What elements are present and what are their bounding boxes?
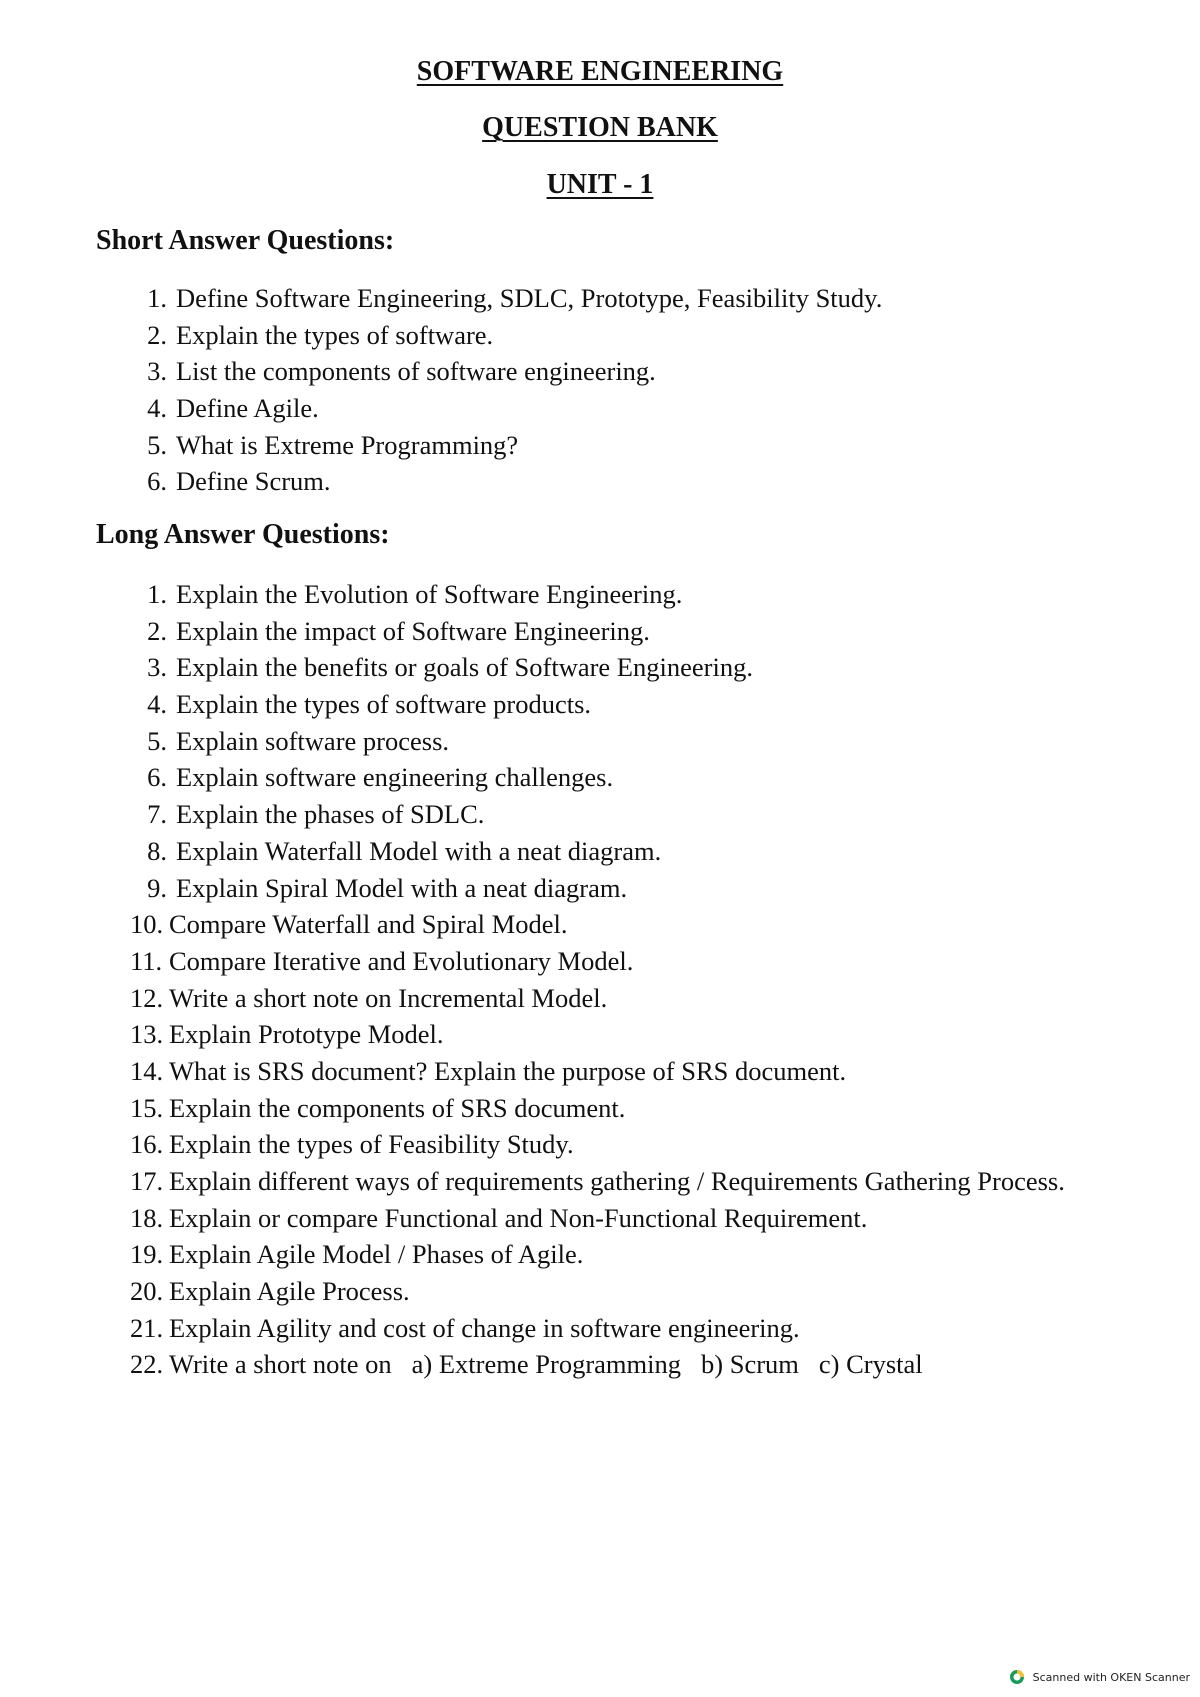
list-item [130, 906, 1065, 943]
list-item [130, 759, 1065, 796]
item-number: 6. [147, 466, 167, 497]
item-text: Explain software process. [176, 725, 450, 756]
item-number: 16. [130, 1129, 164, 1160]
item-number: 18. [130, 1202, 164, 1233]
item-text: Explain or compare Functional and Non-Functional Requirement. [169, 1202, 868, 1233]
item-text: Define Agile. [176, 393, 319, 424]
item-text: Explain Spiral Model with a neat diagram. [176, 872, 628, 903]
item-text: Explain different ways of requirements gathering / Requirements Gathering Process. [169, 1166, 1065, 1196]
item-number: 15. [130, 1092, 164, 1123]
item-text: Explain the benefits or goals of Software Engineering. [176, 652, 753, 683]
list-item [130, 796, 1065, 833]
item-text: Explain the components of SRS document. [169, 1092, 626, 1123]
item-number: 11. [130, 945, 163, 976]
item-number: 12. [130, 982, 164, 1013]
list-item [130, 317, 882, 354]
item-text: Explain the phases of SDLC. [176, 799, 485, 830]
item-number: 3. [147, 652, 167, 683]
list-item [130, 723, 1065, 760]
item-text [167, 1346, 923, 1383]
item-number: 5. [147, 429, 167, 460]
item-number: 2. [147, 615, 167, 646]
list-item [130, 1200, 1065, 1237]
list-item [130, 1126, 1065, 1163]
item-text: What is Extreme Programming? [176, 429, 519, 460]
item-text: Explain Agile Process. [169, 1276, 410, 1307]
short-answer-list [130, 280, 882, 500]
document-subtitle: QUESTION BANK [482, 112, 718, 143]
item-number: 2. [147, 319, 167, 350]
item-text: What is SRS document? Explain the purpose of SRS document. [169, 1055, 847, 1086]
item-number: 4. [147, 393, 167, 424]
item-lead-text: Write a short note on [169, 1349, 392, 1380]
list-item [130, 353, 882, 390]
item-number: 20. [130, 1276, 164, 1307]
list-item [130, 943, 1065, 980]
list-item [130, 1236, 1065, 1273]
item-number: 17. [130, 1166, 164, 1196]
list-item [130, 833, 1065, 870]
item-text: Compare Iterative and Evolutionary Model. [169, 945, 634, 976]
item-text: Explain Waterfall Model with a neat diagram. [176, 835, 662, 866]
item-number: 19. [130, 1239, 164, 1270]
list-item [130, 1163, 1065, 1200]
long-answer-heading: Long Answer Questions: [96, 519, 390, 550]
item-number: 13. [130, 1019, 164, 1050]
item-text: Write a short note on Incremental Model. [169, 982, 608, 1013]
item-number: 22. [130, 1349, 164, 1380]
unit-heading: UNIT - 1 [546, 169, 654, 200]
list-item [130, 613, 1065, 650]
long-answer-list [130, 576, 1065, 1383]
item-text: Explain the types of software products. [176, 689, 592, 720]
list-item [130, 427, 882, 464]
list-item [130, 870, 1065, 907]
option-c: c) Crystal [818, 1349, 923, 1380]
list-item [130, 1016, 1065, 1053]
item-number: 5. [147, 725, 167, 756]
item-text: Explain the impact of Software Engineering. [176, 615, 650, 646]
list-item [130, 390, 882, 427]
item-text: Explain the types of software. [176, 319, 494, 350]
list-item [130, 1053, 1065, 1090]
item-number: 6. [147, 762, 167, 793]
list-item [130, 280, 882, 317]
item-text: List the components of software engineering. [176, 356, 656, 387]
item-text: Define Scrum. [176, 466, 331, 497]
item-text: Explain software engineering challenges. [176, 762, 614, 793]
short-answer-heading: Short Answer Questions: [96, 225, 395, 256]
item-number: 8. [147, 835, 167, 866]
item-number: 1. [147, 579, 167, 609]
list-item [130, 980, 1065, 1017]
oken-scanner-logo-icon [1009, 1669, 1025, 1685]
list-item [130, 1346, 1065, 1383]
list-item [130, 576, 1065, 613]
item-text: Explain Agility and cost of change in software engineering. [169, 1312, 800, 1343]
item-text: Explain the types of Feasibility Study. [169, 1129, 574, 1160]
item-text: Define Software Engineering, SDLC, Prototype, Feasibility Study. [176, 283, 883, 313]
item-text: Explain Prototype Model. [169, 1019, 444, 1050]
scanner-text: Scanned with OKEN Scanner [1032, 1670, 1190, 1684]
list-item [130, 649, 1065, 686]
option-a: a) Extreme Programming [411, 1349, 681, 1380]
item-number: 3. [147, 356, 167, 387]
item-number: 14. [130, 1055, 164, 1086]
list-item [130, 1273, 1065, 1310]
item-number: 21. [130, 1312, 164, 1343]
item-text: Compare Waterfall and Spiral Model. [169, 909, 568, 940]
item-number: 9. [147, 872, 167, 903]
item-number: 4. [147, 689, 167, 720]
item-number: 7. [147, 799, 167, 830]
list-item [130, 463, 882, 500]
item-number: 10. [130, 909, 164, 940]
item-number: 1. [147, 283, 167, 313]
item-text: Explain Agile Model / Phases of Agile. [169, 1239, 584, 1270]
document-title: SOFTWARE ENGINEERING [416, 56, 784, 87]
list-item [130, 1090, 1065, 1127]
list-item [130, 1310, 1065, 1347]
scanner-watermark [1009, 1669, 1190, 1685]
list-item [130, 686, 1065, 723]
option-b: b) Scrum [701, 1349, 799, 1380]
item-text: Explain the Evolution of Software Engineering. [176, 579, 683, 609]
